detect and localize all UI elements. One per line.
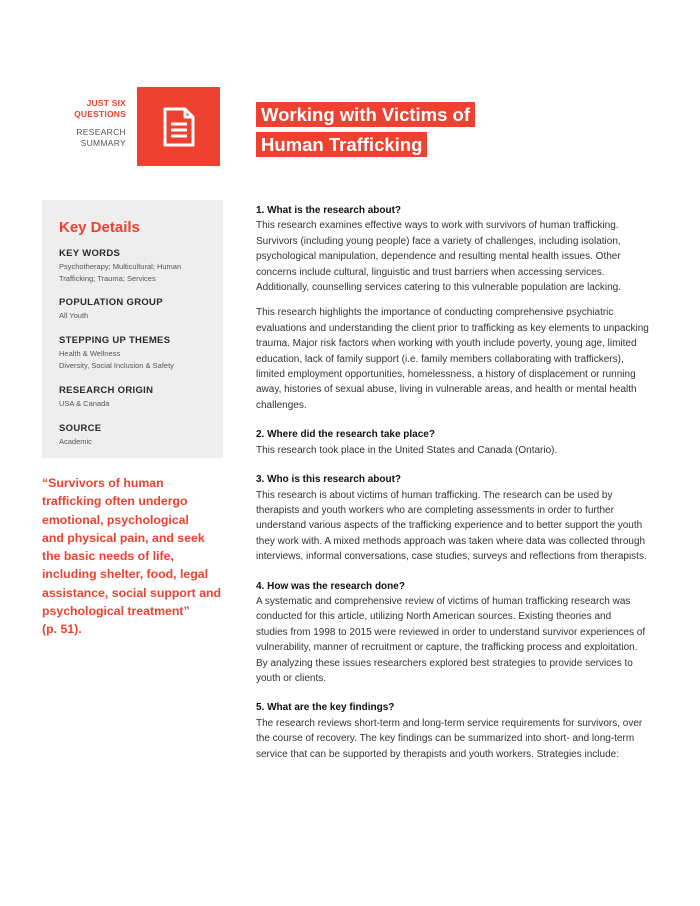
text-line: the course of recovery. The key findings can be summarized into short- and long-term: [256, 733, 635, 745]
text-line: vulnerability, manner of recruitment or capture, the trafficking process and exploitation.: [256, 642, 638, 654]
text-line: psychological manipulation, dependence and resulting mental health issues. Other: [256, 251, 621, 263]
text-line: interviews, informal conversations, case studies, surveys and reflections from therapists.: [256, 551, 647, 563]
text-line: limited employment opportunities, homelessness, a history of displacement or running: [256, 369, 636, 381]
text-line: service that can be supported by therapists and youth workers. Strategies include:: [256, 748, 619, 760]
population-section: [59, 297, 219, 322]
themes-value-line-2: Diversity, Social Inclusion & Safety: [59, 361, 174, 370]
document-icon: [162, 107, 196, 147]
text-line: they work with. A mixed methods approach was taken where data was collected through: [256, 535, 646, 547]
page-title: [256, 102, 475, 157]
question-heading-5: 5. What are the key findings?: [256, 702, 395, 714]
answer-paragraph: [256, 218, 656, 295]
keywords-section: [59, 248, 219, 285]
quote-line: (p. 51).: [42, 622, 82, 637]
quote-line: trafficking often undergo: [42, 494, 188, 509]
quote-line: and physical pain, and seek: [42, 530, 205, 545]
text-line: Additionally, counselling services catering to this vulnerable population are lacking.: [256, 282, 622, 294]
title-line-1: Working with Victims of: [256, 102, 475, 127]
themes-label: STEPPING UP THEMES: [59, 335, 171, 346]
keywords-value-line-1: Psychotherapy; Multicultural; Human: [59, 262, 182, 271]
main-content: [256, 203, 656, 762]
key-details-panel: [42, 200, 223, 458]
text-line: This research examines effective ways to work with survivors of human trafficking.: [256, 220, 619, 232]
answer-paragraph: [256, 488, 656, 565]
text-line: challenges.: [256, 399, 307, 411]
brand-line-2: QUESTIONS: [74, 109, 126, 119]
text-line: away, histories of sexual abuse, living in vulnerable areas, and health or mental health: [256, 384, 637, 396]
quote-line: “Survivors of human: [42, 476, 164, 490]
source-section: [59, 423, 219, 448]
quote-line: the basic needs of life,: [42, 549, 174, 564]
themes-value: [59, 348, 219, 372]
text-line: concerns include cultural, linguistic and trust barriers when accessing services.: [256, 266, 605, 278]
quote-line: emotional, psychological: [42, 512, 189, 527]
source-label: SOURCE: [59, 423, 102, 434]
keywords-label: KEY WORDS: [59, 248, 121, 259]
question-heading-4: 4. How was the research done?: [256, 580, 405, 592]
brand-line-4: SUMMARY: [80, 138, 126, 148]
text-line: therapists and youth workers who are completing assessments in order to further: [256, 504, 614, 516]
brand-line-1: JUST SIX: [86, 98, 126, 108]
pull-quote: [42, 474, 227, 639]
text-line: evaluations and understanding the client prior to trafficking as key elements to unpacking: [256, 322, 649, 334]
themes-section: [59, 335, 219, 372]
population-label: POPULATION GROUP: [59, 297, 163, 308]
quote-line: assistance, social support and: [42, 585, 222, 600]
text-line: understand various aspects of the trafficking experience and to better support the youth: [256, 520, 643, 532]
population-value: All Youth: [59, 311, 89, 320]
text-line: This research took place in the United States and Canada (Ontario).: [256, 444, 558, 456]
text-line: trauma. Major risk factors when working with youth include poverty, young age, limited: [256, 338, 637, 350]
answer-paragraph: [256, 716, 656, 762]
text-line: education, lack of family support (i.e. family members collaborating with traffickers),: [256, 353, 624, 365]
brand-lead: [60, 98, 126, 120]
brand-sub: [60, 127, 126, 149]
quote-line: including shelter, food, legal: [42, 567, 209, 582]
text-line: conducted for this article, utilizing North American sources. Existing theories and: [256, 611, 612, 623]
question-heading-2: 2. Where did the research take place?: [256, 429, 435, 441]
answer-paragraph: [256, 443, 656, 458]
question-heading-1: 1. What is the research about?: [256, 205, 402, 216]
text-line: A systematic and comprehensive review of victims of human trafficking research was: [256, 595, 631, 607]
origin-value: USA & Canada: [59, 399, 110, 408]
quote-line: psychological treatment”: [42, 604, 190, 619]
origin-label: RESEARCH ORIGIN: [59, 385, 154, 396]
key-details-title: Key Details: [59, 219, 140, 236]
text-line: Survivors (including young people) face a variety of challenges, including isolation,: [256, 235, 621, 247]
title-line-2: Human Trafficking: [256, 132, 427, 157]
question-heading-3: 3. Who is this research about?: [256, 474, 402, 486]
brand-label: [60, 98, 126, 149]
brand-line-3: RESEARCH: [76, 127, 126, 137]
text-line: This research highlights the importance of conducting comprehensive psychiatric: [256, 307, 614, 319]
answer-paragraph: [256, 305, 656, 413]
text-line: The research reviews short-term and long-term service requirements for survivors, over: [256, 717, 643, 729]
keywords-value: [59, 261, 219, 285]
origin-section: [59, 385, 219, 410]
text-line: studies from 1998 to 2015 were reviewed in order to understand survivor experiences of: [256, 626, 646, 638]
themes-value-line-1: Health & Wellness: [59, 349, 121, 358]
keywords-value-line-2: Trafficking; Trauma; Services: [59, 274, 156, 283]
source-value: Academic: [59, 437, 92, 446]
answer-paragraph: [256, 594, 656, 686]
text-line: youth or clients.: [256, 672, 327, 684]
text-line: By analyzing these issues researchers explored best strategies to provide services to: [256, 657, 633, 669]
logo-box: [137, 87, 220, 166]
text-line: This research is about victims of human trafficking. The research can be used by: [256, 489, 613, 501]
